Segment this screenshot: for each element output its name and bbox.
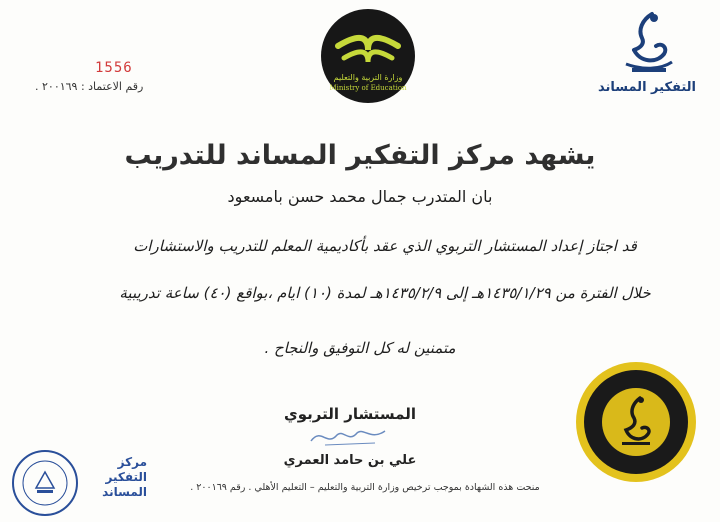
thinking-figure-icon — [612, 8, 682, 78]
stamp-line2: المساند — [102, 485, 147, 499]
certificate-title: يشهد مركز التفكير المساند للتدريب — [124, 140, 596, 171]
gold-seal-icon — [574, 360, 698, 484]
advisor-block — [270, 405, 430, 468]
ministry-arabic-text: وزارة التربية والتعليم — [333, 73, 403, 82]
serial-number: 1556 — [95, 60, 133, 76]
stamp-line1: مركز التفكير — [105, 455, 147, 484]
blue-stamp-icon — [10, 448, 80, 518]
blue-stamp-text — [82, 455, 147, 500]
advisor-name: علي بن حامد العمري — [283, 453, 417, 468]
period-line: خلال الفترة من ١٤٣٥/١/٢٩هـ إلى ١٤٣٥/٢/٩هـ لمدة (١٠) ايام ،بواقع (٤٠) ساعة تدريبية — [119, 284, 651, 302]
signature-icon — [305, 423, 395, 449]
trainee-line: بان المتدرب جمال محمد حسن بامسعود — [227, 187, 493, 206]
advisor-role: المستشار التربوي — [284, 405, 416, 423]
wishes-line: متمنين له كل التوفيق والنجاح . — [264, 339, 456, 357]
open-book-icon — [318, 6, 418, 106]
center-logo-text: التفكير المساند — [597, 80, 697, 95]
accreditation-number: رقم الاعتماد : ٢٠٠١٦٩ . — [35, 80, 144, 93]
course-line: قد اجتاز إعداد المستشار التربوي الذي عقد بأكاديمية المعلم للتدريب والاستشارات — [133, 237, 637, 255]
license-footer: منحت هذه الشهادة بموجب ترخيص وزارة التربية والتعليم – التعليم الأهلي . رقم ٢٠٠١٦٩ . — [190, 482, 540, 493]
ministry-english-text: Ministry of Education — [329, 84, 407, 92]
center-logo — [592, 8, 702, 108]
ministry-emblem — [318, 6, 418, 106]
